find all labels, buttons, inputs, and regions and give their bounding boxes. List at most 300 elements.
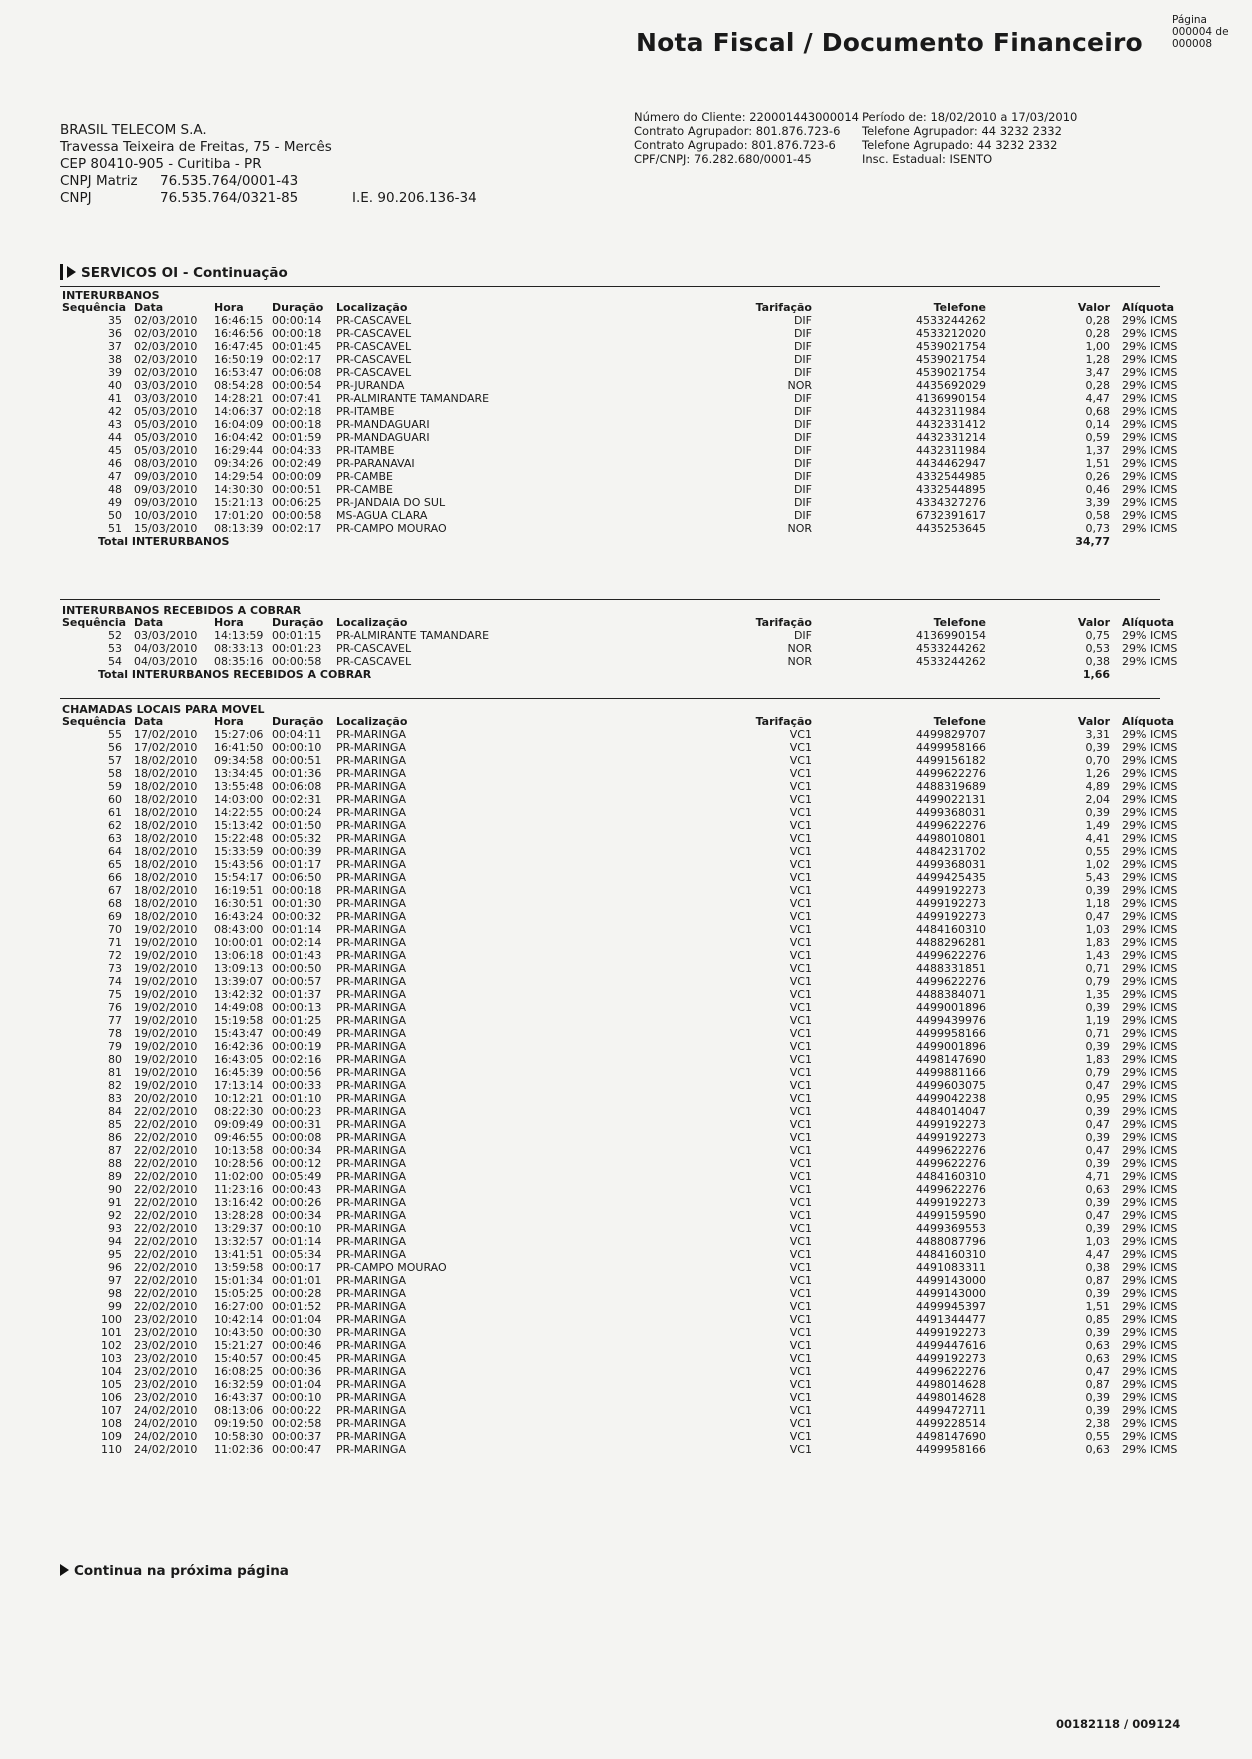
cell-location: PR-MARINGA xyxy=(336,1131,406,1144)
cell-location: PR-MARINGA xyxy=(336,962,406,975)
cell-sequence: 58 xyxy=(108,767,122,780)
cell-tax: 29% ICMS xyxy=(1122,741,1178,754)
cell-duration: 00:06:25 xyxy=(272,496,322,509)
cell-phone: 4499439976 xyxy=(916,1014,986,1027)
column-header-local: Localização xyxy=(336,301,408,314)
cell-date: 05/03/2010 xyxy=(134,431,198,444)
cell-rate: VC1 xyxy=(789,884,812,897)
cell-duration: 00:00:57 xyxy=(272,975,322,988)
table-row xyxy=(62,509,1178,522)
cell-duration: 00:00:26 xyxy=(272,1196,322,1209)
table-row xyxy=(62,366,1178,379)
cell-rate: DIF xyxy=(793,392,812,405)
cell-tax: 29% ICMS xyxy=(1122,1300,1178,1313)
cell-rate: VC1 xyxy=(789,1365,812,1378)
cell-rate: NOR xyxy=(787,379,812,392)
company-address: Travessa Teixeira de Freitas, 75 - Mercês xyxy=(60,139,332,155)
cell-rate: VC1 xyxy=(789,1235,812,1248)
cell-value: 0,14 xyxy=(1085,418,1110,431)
cell-value: 0,63 xyxy=(1085,1339,1110,1352)
table-row xyxy=(62,379,1178,392)
cell-rate: VC1 xyxy=(789,1261,812,1274)
table-row xyxy=(62,470,1178,483)
cell-value: 1,51 xyxy=(1085,457,1110,470)
cell-date: 24/02/2010 xyxy=(134,1404,198,1417)
cell-tax: 29% ICMS xyxy=(1122,1079,1178,1092)
cell-tax: 29% ICMS xyxy=(1122,1313,1178,1326)
cell-location: PR-MARINGA xyxy=(336,923,406,936)
continue-text: Continua na próxima página xyxy=(74,1563,289,1579)
cell-location: PR-MARINGA xyxy=(336,1170,406,1183)
cell-phone: 4499603075 xyxy=(916,1079,986,1092)
cell-tax: 29% ICMS xyxy=(1122,1170,1178,1183)
cell-sequence: 102 xyxy=(101,1339,122,1352)
table-row xyxy=(62,1404,1178,1417)
table-row xyxy=(62,314,1178,327)
arrow-right-icon xyxy=(60,1564,69,1576)
cell-location: PR-ALMIRANTE TAMANDARE xyxy=(336,392,490,405)
cell-phone: 4533244262 xyxy=(916,655,986,668)
cell-duration: 00:01:37 xyxy=(272,988,322,1001)
cell-location: PR-CASCAVEL xyxy=(336,340,412,353)
cell-value: 0,63 xyxy=(1085,1443,1110,1456)
cell-rate: VC1 xyxy=(789,806,812,819)
cell-phone: 4499001896 xyxy=(916,1001,986,1014)
cell-location: PR-ALMIRANTE TAMANDARE xyxy=(336,629,490,642)
cell-duration: 00:00:43 xyxy=(272,1183,322,1196)
cell-time: 13:34:45 xyxy=(214,767,264,780)
column-header-aliquota: Alíquota xyxy=(1122,301,1174,314)
cell-date: 18/02/2010 xyxy=(134,897,198,910)
cell-duration: 00:01:15 xyxy=(272,629,322,642)
cell-value: 0,39 xyxy=(1085,1391,1110,1404)
cell-location: PR-PARANAVAI xyxy=(336,457,415,470)
cell-duration: 00:05:49 xyxy=(272,1170,322,1183)
cell-time: 08:43:00 xyxy=(214,923,264,936)
cell-rate: VC1 xyxy=(789,949,812,962)
cell-duration: 00:00:08 xyxy=(272,1131,322,1144)
cell-time: 09:19:50 xyxy=(214,1417,264,1430)
call-table xyxy=(62,289,1178,549)
cell-duration: 00:00:14 xyxy=(272,314,322,327)
cell-date: 08/03/2010 xyxy=(134,457,198,470)
column-header-aliquota: Alíquota xyxy=(1122,616,1174,629)
cell-tax: 29% ICMS xyxy=(1122,780,1178,793)
cell-time: 15:19:58 xyxy=(214,1014,264,1027)
cell-value: 0,26 xyxy=(1085,470,1110,483)
cell-phone: 4488384071 xyxy=(916,988,986,1001)
phone-group: Telefone Agrupador: 44 3232 2332 xyxy=(862,124,1062,138)
cell-sequence: 108 xyxy=(101,1417,122,1430)
cell-phone: 4499192273 xyxy=(916,1352,986,1365)
cell-date: 17/02/2010 xyxy=(134,741,198,754)
company-cep: CEP 80410-905 - Curitiba - PR xyxy=(60,156,262,172)
cell-sequence: 94 xyxy=(108,1235,122,1248)
cell-sequence: 99 xyxy=(108,1300,122,1313)
cell-value: 0,39 xyxy=(1085,1040,1110,1053)
table-header xyxy=(62,301,1174,314)
cell-duration: 00:06:08 xyxy=(272,780,322,793)
cell-value: 0,58 xyxy=(1085,509,1110,522)
cell-time: 16:43:24 xyxy=(214,910,264,923)
cell-value: 0,87 xyxy=(1085,1378,1110,1391)
cell-tax: 29% ICMS xyxy=(1122,522,1178,535)
cell-location: PR-ITAMBE xyxy=(336,405,395,418)
cell-sequence: 73 xyxy=(108,962,122,975)
cell-phone: 4499192273 xyxy=(916,884,986,897)
cell-rate: VC1 xyxy=(789,1248,812,1261)
cell-rate: VC1 xyxy=(789,1105,812,1118)
cell-phone: 4499192273 xyxy=(916,1196,986,1209)
cell-rate: VC1 xyxy=(789,1066,812,1079)
cell-phone: 4499829707 xyxy=(916,728,986,741)
cell-rate: VC1 xyxy=(789,1040,812,1053)
cell-rate: VC1 xyxy=(789,1417,812,1430)
cell-rate: DIF xyxy=(793,483,812,496)
table-row xyxy=(62,936,1178,949)
cell-date: 19/02/2010 xyxy=(134,1001,198,1014)
cell-phone: 4499958166 xyxy=(916,1443,986,1456)
cell-rate: VC1 xyxy=(789,1157,812,1170)
cell-phone: 4498010801 xyxy=(916,832,986,845)
column-header-data: Data xyxy=(134,301,164,314)
table-row xyxy=(62,327,1178,340)
cell-time: 08:33:13 xyxy=(214,642,264,655)
cell-sequence: 61 xyxy=(108,806,122,819)
cell-time: 16:08:25 xyxy=(214,1365,264,1378)
cell-location: PR-MARINGA xyxy=(336,741,406,754)
cell-time: 13:16:42 xyxy=(214,1196,264,1209)
cell-location: PR-CASCAVEL xyxy=(336,314,412,327)
table-separator xyxy=(60,698,1160,699)
cell-location: PR-MARINGA xyxy=(336,1222,406,1235)
cell-date: 18/02/2010 xyxy=(134,793,198,806)
cell-duration: 00:00:51 xyxy=(272,483,322,496)
cell-phone: 4539021754 xyxy=(916,353,986,366)
cell-phone: 4136990154 xyxy=(916,629,986,642)
cell-duration: 00:00:13 xyxy=(272,1001,322,1014)
cell-date: 02/03/2010 xyxy=(134,327,198,340)
cell-rate: VC1 xyxy=(789,793,812,806)
cell-tax: 29% ICMS xyxy=(1122,1222,1178,1235)
cell-location: PR-CASCAVEL xyxy=(336,642,412,655)
page-title: Nota Fiscal / Documento Financeiro xyxy=(636,28,1143,57)
cell-date: 17/02/2010 xyxy=(134,728,198,741)
cell-sequence: 105 xyxy=(101,1378,122,1391)
cell-phone: 4498147690 xyxy=(916,1053,986,1066)
cell-phone: 4435253645 xyxy=(916,522,986,535)
cell-value: 2,38 xyxy=(1085,1417,1110,1430)
cell-date: 04/03/2010 xyxy=(134,642,198,655)
cell-duration: 00:01:45 xyxy=(272,340,322,353)
cell-time: 11:23:16 xyxy=(214,1183,264,1196)
cell-date: 22/02/2010 xyxy=(134,1170,198,1183)
table-row xyxy=(62,1053,1178,1066)
cell-rate: VC1 xyxy=(789,1287,812,1300)
cell-date: 19/02/2010 xyxy=(134,1027,198,1040)
cell-phone: 6732391617 xyxy=(916,509,986,522)
cell-location: PR-CASCAVEL xyxy=(336,655,412,668)
cell-location: PR-MANDAGUARI xyxy=(336,431,430,444)
cell-sequence: 42 xyxy=(108,405,122,418)
cell-location: PR-MARINGA xyxy=(336,1300,406,1313)
cell-value: 0,73 xyxy=(1085,522,1110,535)
cell-time: 16:30:51 xyxy=(214,897,264,910)
column-header-valor: Valor xyxy=(1077,715,1110,728)
cell-tax: 29% ICMS xyxy=(1122,1053,1178,1066)
cell-tax: 29% ICMS xyxy=(1122,509,1178,522)
cell-date: 10/03/2010 xyxy=(134,509,198,522)
table-row xyxy=(62,728,1178,741)
cell-phone: 4484160310 xyxy=(916,1248,986,1261)
table-row xyxy=(62,832,1178,845)
cell-time: 09:34:26 xyxy=(214,457,264,470)
cell-time: 13:42:32 xyxy=(214,988,264,1001)
cell-time: 13:41:51 xyxy=(214,1248,264,1261)
cell-rate: DIF xyxy=(793,340,812,353)
cell-sequence: 107 xyxy=(101,1404,122,1417)
cell-tax: 29% ICMS xyxy=(1122,1066,1178,1079)
cnpj-label: CNPJ xyxy=(60,190,92,206)
cell-value: 0,39 xyxy=(1085,1287,1110,1300)
cell-phone: 4539021754 xyxy=(916,366,986,379)
cell-duration: 00:00:33 xyxy=(272,1079,322,1092)
cell-date: 22/02/2010 xyxy=(134,1300,198,1313)
cell-tax: 29% ICMS xyxy=(1122,1417,1178,1430)
cell-duration: 00:00:10 xyxy=(272,741,322,754)
table-row xyxy=(62,1339,1178,1352)
cell-duration: 00:00:58 xyxy=(272,655,322,668)
cell-duration: 00:04:11 xyxy=(272,728,322,741)
cell-time: 16:50:19 xyxy=(214,353,264,366)
cell-phone: 4499192273 xyxy=(916,1326,986,1339)
cell-value: 0,39 xyxy=(1085,1404,1110,1417)
cell-phone: 4499622276 xyxy=(916,949,986,962)
cell-duration: 00:00:18 xyxy=(272,418,322,431)
cell-sequence: 74 xyxy=(108,975,122,988)
cell-tax: 29% ICMS xyxy=(1122,483,1178,496)
cell-time: 13:29:37 xyxy=(214,1222,264,1235)
cell-location: PR-MARINGA xyxy=(336,767,406,780)
table-row xyxy=(62,988,1178,1001)
cell-time: 08:13:06 xyxy=(214,1404,264,1417)
cell-time: 17:13:14 xyxy=(214,1079,264,1092)
cell-phone: 4499228514 xyxy=(916,1417,986,1430)
cell-duration: 00:00:47 xyxy=(272,1443,322,1456)
cell-location: PR-MARINGA xyxy=(336,1157,406,1170)
cell-time: 10:43:50 xyxy=(214,1326,264,1339)
cell-date: 18/02/2010 xyxy=(134,819,198,832)
cell-date: 19/02/2010 xyxy=(134,1053,198,1066)
cell-sequence: 40 xyxy=(108,379,122,392)
cell-time: 16:27:00 xyxy=(214,1300,264,1313)
cell-rate: DIF xyxy=(793,314,812,327)
cell-value: 1,51 xyxy=(1085,1300,1110,1313)
cell-date: 22/02/2010 xyxy=(134,1274,198,1287)
cell-sequence: 72 xyxy=(108,949,122,962)
cell-location: PR-MARINGA xyxy=(336,819,406,832)
table-header xyxy=(62,715,1174,728)
cell-duration: 00:01:50 xyxy=(272,819,322,832)
cell-date: 05/03/2010 xyxy=(134,444,198,457)
cell-location: PR-MARINGA xyxy=(336,1391,406,1404)
cell-date: 19/02/2010 xyxy=(134,949,198,962)
cell-value: 0,70 xyxy=(1085,754,1110,767)
cell-duration: 00:02:18 xyxy=(272,405,322,418)
cell-date: 05/03/2010 xyxy=(134,418,198,431)
cell-time: 15:54:17 xyxy=(214,871,264,884)
cell-phone: 4499622276 xyxy=(916,1157,986,1170)
client-cpf: CPF/CNPJ: 76.282.680/0001-45 xyxy=(634,152,812,166)
cell-sequence: 62 xyxy=(108,819,122,832)
company-name: BRASIL TELECOM S.A. xyxy=(60,122,207,138)
cell-location: PR-CAMPO MOURAO xyxy=(336,1261,447,1274)
cell-duration: 00:00:32 xyxy=(272,910,322,923)
table-row xyxy=(62,1417,1178,1430)
cell-duration: 00:01:01 xyxy=(272,1274,322,1287)
cell-duration: 00:00:34 xyxy=(272,1144,322,1157)
cell-location: PR-MARINGA xyxy=(336,1209,406,1222)
cell-duration: 00:00:12 xyxy=(272,1157,322,1170)
cell-tax: 29% ICMS xyxy=(1122,923,1178,936)
cell-value: 1,35 xyxy=(1085,988,1110,1001)
call-table xyxy=(62,703,1178,1456)
cell-time: 15:40:57 xyxy=(214,1352,264,1365)
cell-value: 0,39 xyxy=(1085,1196,1110,1209)
cell-phone: 4499472711 xyxy=(916,1404,986,1417)
table-row xyxy=(62,1222,1178,1235)
call-table xyxy=(62,604,1178,682)
cell-duration: 00:00:17 xyxy=(272,1261,322,1274)
cell-date: 22/02/2010 xyxy=(134,1118,198,1131)
cell-date: 18/02/2010 xyxy=(134,910,198,923)
cell-value: 0,39 xyxy=(1085,1326,1110,1339)
table-row xyxy=(62,845,1178,858)
cell-rate: DIF xyxy=(793,418,812,431)
cell-location: MS-AGUA CLARA xyxy=(336,509,428,522)
cell-tax: 29% ICMS xyxy=(1122,793,1178,806)
cell-value: 1,00 xyxy=(1085,340,1110,353)
cell-value: 0,87 xyxy=(1085,1274,1110,1287)
cell-value: 0,39 xyxy=(1085,806,1110,819)
cell-sequence: 103 xyxy=(101,1352,122,1365)
cell-duration: 00:01:52 xyxy=(272,1300,322,1313)
cell-duration: 00:00:54 xyxy=(272,379,322,392)
cell-phone: 4499622276 xyxy=(916,767,986,780)
cell-sequence: 45 xyxy=(108,444,122,457)
cell-value: 1,43 xyxy=(1085,949,1110,962)
company-cnpj xyxy=(60,190,332,207)
cell-value: 1,49 xyxy=(1085,819,1110,832)
cell-value: 5,43 xyxy=(1085,871,1110,884)
cell-rate: VC1 xyxy=(789,988,812,1001)
cell-sequence: 88 xyxy=(108,1157,122,1170)
cell-value: 0,47 xyxy=(1085,1144,1110,1157)
cell-location: PR-MARINGA xyxy=(336,884,406,897)
cell-sequence: 80 xyxy=(108,1053,122,1066)
cell-duration: 00:00:10 xyxy=(272,1391,322,1404)
cell-phone: 4432331412 xyxy=(916,418,986,431)
cell-time: 16:19:51 xyxy=(214,884,264,897)
cell-value: 0,38 xyxy=(1085,655,1110,668)
cell-phone: 4484014047 xyxy=(916,1105,986,1118)
table-row xyxy=(62,629,1178,642)
cell-tax: 29% ICMS xyxy=(1122,1378,1178,1391)
cell-location: PR-MARINGA xyxy=(336,1040,406,1053)
cell-tax: 29% ICMS xyxy=(1122,314,1178,327)
cell-phone: 4533244262 xyxy=(916,642,986,655)
cell-time: 13:28:28 xyxy=(214,1209,264,1222)
cell-duration: 00:01:17 xyxy=(272,858,322,871)
cell-date: 18/02/2010 xyxy=(134,845,198,858)
cell-date: 19/02/2010 xyxy=(134,988,198,1001)
cell-value: 0,68 xyxy=(1085,405,1110,418)
cell-time: 14:22:55 xyxy=(214,806,264,819)
cell-sequence: 60 xyxy=(108,793,122,806)
cell-date: 23/02/2010 xyxy=(134,1365,198,1378)
column-header-seq: Sequência xyxy=(62,616,127,629)
cell-sequence: 36 xyxy=(108,327,122,340)
cell-rate: VC1 xyxy=(789,780,812,793)
cell-date: 24/02/2010 xyxy=(134,1430,198,1443)
cell-rate: VC1 xyxy=(789,1131,812,1144)
cell-duration: 00:02:17 xyxy=(272,522,322,535)
cell-date: 02/03/2010 xyxy=(134,366,198,379)
cell-tax: 29% ICMS xyxy=(1122,936,1178,949)
page-label: Página xyxy=(1172,14,1207,26)
cell-time: 15:21:27 xyxy=(214,1339,264,1352)
cell-date: 09/03/2010 xyxy=(134,483,198,496)
cell-sequence: 50 xyxy=(108,509,122,522)
table-row xyxy=(62,418,1178,431)
cell-sequence: 57 xyxy=(108,754,122,767)
cell-phone: 4332544895 xyxy=(916,483,986,496)
cell-time: 13:32:57 xyxy=(214,1235,264,1248)
table-header xyxy=(62,616,1174,629)
cell-sequence: 82 xyxy=(108,1079,122,1092)
cell-location: PR-MANDAGUARI xyxy=(336,418,430,431)
cell-sequence: 39 xyxy=(108,366,122,379)
cell-phone: 4498014628 xyxy=(916,1378,986,1391)
cell-location: PR-MARINGA xyxy=(336,1248,406,1261)
cell-date: 18/02/2010 xyxy=(134,858,198,871)
cell-tax: 29% ICMS xyxy=(1122,1001,1178,1014)
cell-sequence: 35 xyxy=(108,314,122,327)
cell-value: 0,39 xyxy=(1085,1222,1110,1235)
cell-phone: 4334327276 xyxy=(916,496,986,509)
cell-date: 19/02/2010 xyxy=(134,962,198,975)
cell-tax: 29% ICMS xyxy=(1122,884,1178,897)
cell-sequence: 96 xyxy=(108,1261,122,1274)
cell-sequence: 81 xyxy=(108,1066,122,1079)
cell-phone: 4499368031 xyxy=(916,858,986,871)
table-row xyxy=(62,1066,1178,1079)
cell-location: PR-MARINGA xyxy=(336,1105,406,1118)
cell-phone: 4499156182 xyxy=(916,754,986,767)
total-value: 34,77 xyxy=(1075,535,1110,548)
cell-value: 3,39 xyxy=(1085,496,1110,509)
cell-date: 23/02/2010 xyxy=(134,1339,198,1352)
cell-date: 23/02/2010 xyxy=(134,1326,198,1339)
cell-sequence: 59 xyxy=(108,780,122,793)
cell-time: 10:00:01 xyxy=(214,936,264,949)
cell-duration: 00:01:23 xyxy=(272,642,322,655)
cell-date: 18/02/2010 xyxy=(134,884,198,897)
cell-phone: 4499425435 xyxy=(916,871,986,884)
cell-duration: 00:07:41 xyxy=(272,392,322,405)
cell-phone: 4488296281 xyxy=(916,936,986,949)
cell-tax: 29% ICMS xyxy=(1122,1183,1178,1196)
